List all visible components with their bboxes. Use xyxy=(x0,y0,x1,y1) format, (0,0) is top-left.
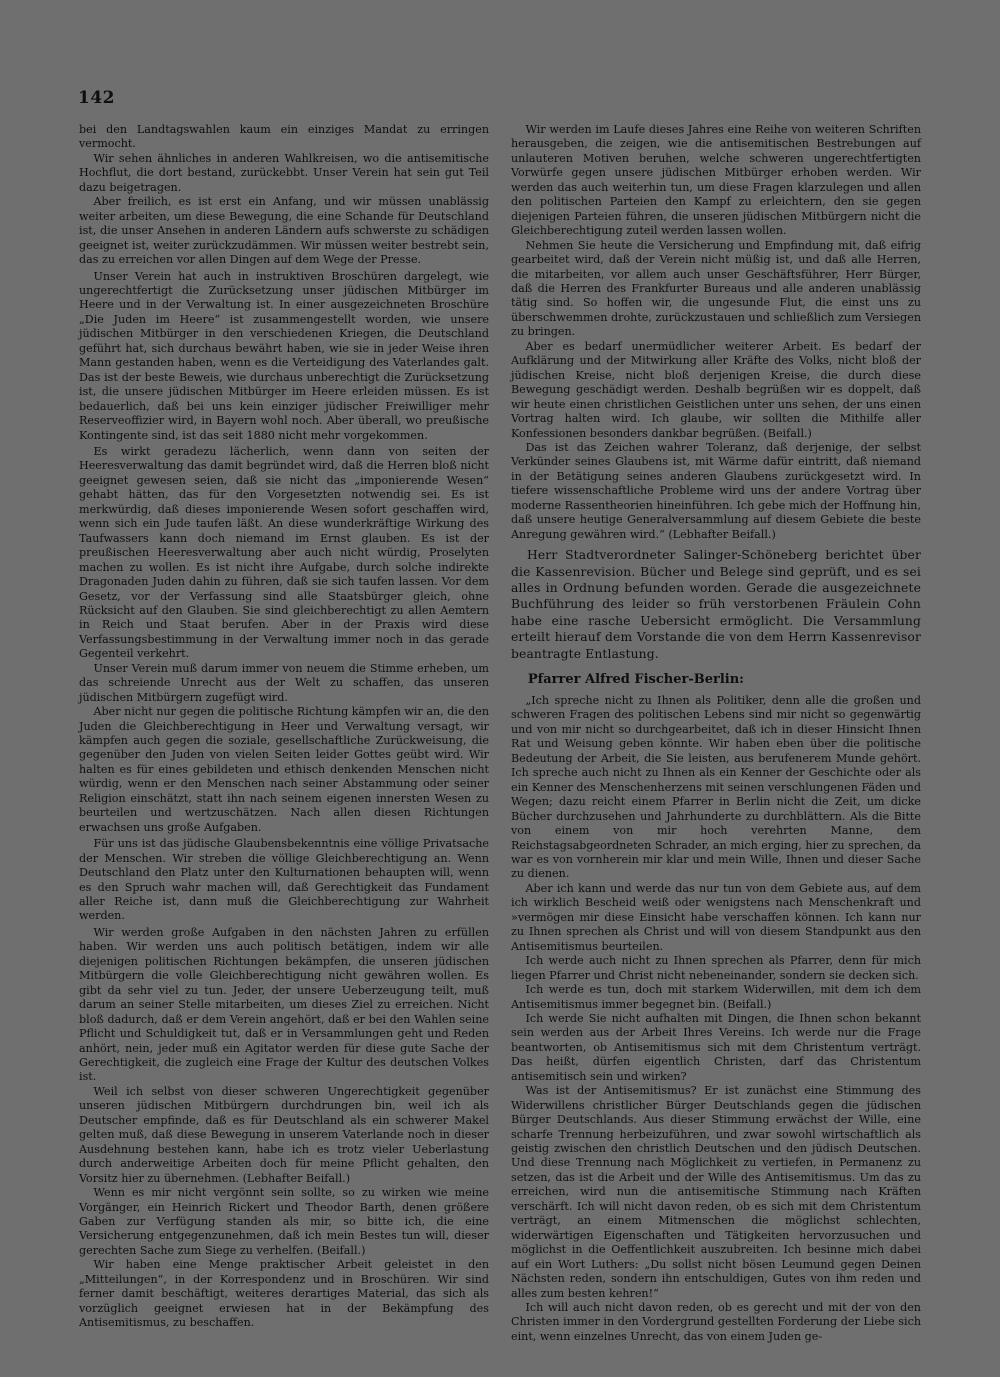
paragraph: Aber nicht nur gegen die politische Richtung kämpfen wir an, die den Juden die Gleichberechtigung in Heer und Verwaltung versagt, wir kämpfen auch gegen die soziale, gesellschaftliche Zurückweisung, die gegenüber den Juden von vielen Seiten leider Gottes geübt wird. Wir halten es für eines gebildeten und ethisch denkenden Menschen nicht würdig, wenn er den Menschen nach seiner Abstammung oder seiner Religion einschätzt, statt ihn nach seinem eigenen innersten Wesen zu beurteilen und wertzuschätzen. Nach allen diesen Richtungen erwachsen uns große Aufgaben. xyxy=(79,705,489,834)
right-column xyxy=(511,123,921,1344)
paragraph: bei den Landtagswahlen kaum ein einziges Mandat zu erringen vermocht. xyxy=(79,123,489,151)
paragraph: Aber es bedarf unermüdlicher weiterer Arbeit. Es bedarf der Aufklärung und der Mitwirkung aller Kräfte des Volks, nicht bloß der jüdischen Kreise, nicht bloß derjenigen Kreise, die durch diese Bewegung geschädigt werden. Deshalb begrüßen wir es doppelt, daß wir heute einen christlichen Geistlichen unter uns sehen, der uns einen Vortrag halten wird. Ich glaube, wir sollten die Mithilfe aller Konfessionen besonders dankbar begrüßen. (Beifall.) xyxy=(511,339,921,440)
paragraph: Nehmen Sie heute die Versicherung und Empfindung mit, daß eifrig gearbeitet wird, daß der Verein nicht müßig ist, und daß alle Herren, die mitarbeiten, vor allem auch unser Geschäftsführer, Herr Bürger, daß die Herren des Frankfurter Bureaus und alle anderen unablässig tätig sind. So hoffen wir, die ungesunde Flut, die einst uns zu überschwemmen drohte, zurückzustauen und schließlich zum Versiegen zu bringen. xyxy=(511,238,921,339)
paragraph: Ich werde auch nicht zu Ihnen sprechen als Pfarrer, denn für mich liegen Pfarrer und Christ nicht nebeneinander, sondern sie decken sich. xyxy=(511,954,921,982)
page-number: 142 xyxy=(78,88,115,108)
paragraph: Wir werden große Aufgaben in den nächsten Jahren zu erfüllen haben. Wir werden uns auch politisch betätigen, indem wir alle diejenigen politischen Richtungen bekämpfen, die unseren jüdischen Mitbürgern die volle Gleichberechtigung nicht gewähren wollen. Es gibt da sehr viel zu tun. Jeder, der unsere Ueberzeugung teilt, muß darum an seiner Stelle mitarbeiten, um dieses Ziel zu erreichen. Nicht bloß dadurch, daß er dem Verein angehört, daß er bei den Wahlen seine Pflicht und Schuldigkeit tut, daß er in Versammlungen geht und Reden anhört, nein, jeder muß ein Agitator werden für diese gute Sache der Gerechtigkeit, die zugleich eine Frage der Kultur des deutschen Volkes ist. xyxy=(79,925,489,1084)
paragraph: Aber ich kann und werde das nur tun von dem Gebiete aus, auf dem ich wirklich Bescheid weiß oder wenigstens nach Menschenkraft und »vermögen mir diese Einsicht habe verschaffen können. Ich kann nur zu Ihnen sprechen als Christ und will von diesem Standpunkt aus den Antisemitismus beurteilen. xyxy=(511,881,921,953)
paragraph: Ich will auch nicht davon reden, ob es gerecht und mit der von den Christen immer in den Vordergrund gestellten Forderung der Liebe sich eint, wenn einzelnes Unrecht, das von einem Juden ge- xyxy=(511,1301,921,1343)
paragraph: Ich werde Sie nicht aufhalten mit Dingen, die Ihnen schon bekannt sein werden aus der Arbeit Ihres Vereins. Ich werde nur die Frage beantworten, ob Antisemitismus sich mit dem Christentum verträgt. Das heißt, dürfen eigentlich Christen, darf das Christentum antisemitisch sein und wirken? xyxy=(511,1011,921,1083)
paragraph: Wir werden im Laufe dieses Jahres eine Reihe von weiteren Schriften herausgeben, die zeigen, wie die antisemitischen Bestrebungen auf unlauteren Motiven beruhen, welche schweren ungerechtfertigten Vorwürfe gegen unsere jüdischen Mitbürger erhoben werden. Wir werden das auch weiterhin tun, um diese Fragen klarzulegen und allen den politischen Parteien den Kampf zu erleichtern, den sie gegen diejenigen Parteien führen, die unseren jüdischen Mitbürgern nicht die Gleichberechtigung zuteil werden lassen wollen. xyxy=(511,123,921,238)
paragraph: Unser Verein muß darum immer von neuem die Stimme erheben, um das schreiende Unrecht aus der Welt zu schaffen, das unseren jüdischen Mitbürgern zugefügt wird. xyxy=(79,661,489,704)
report-paragraph: Herr Stadtverordneter Salinger-Schöneberg berichtet über die Kassenrevision. Bücher und Belege sind geprüft, und es sei alles in Ordnung befunden worden. Gerade die ausgezeichnete Buchführung des leider so früh verstorbenen Fräulein Cohn habe eine rasche Uebersicht ermöglicht. Die Versammlung erteilt hierauf dem Vorstande die von dem Herrn Kassenrevisor beantragte Entlastung. xyxy=(511,548,921,661)
paragraph: Aber freilich, es ist erst ein Anfang, und wir müssen unablässig weiter arbeiten, um diese Bewegung, die eine Schande für Deutschland ist, die unser Ansehen in anderen Ländern aufs schwerste zu schädigen geeignet ist, weiter zurückzudämmen. Wir müssen weiter bestrebt sein, das zu erreichen vor allen Dingen auf dem Wege der Presse. xyxy=(79,195,489,267)
paragraph: Wir sehen ähnliches in anderen Wahlkreisen, wo die antisemitische Hochflut, die dort bestand, zurückebbt. Unser Verein hat sein gut Teil dazu beigetragen. xyxy=(79,151,489,194)
paragraph: Ich werde es tun, doch mit starkem Widerwillen, mit dem ich dem Antisemitismus immer begegnet bin. (Beifall.) xyxy=(511,983,921,1011)
paragraph: Was ist der Antisemitismus? Er ist zunächst eine Stimmung des Widerwillens christlicher Bürger Deutschlands gegen die jüdischen Bürger Deutschlands. Aus dieser Stimmung erwächst der Wille, eine scharfe Trennung herbeizuführen, und zwar sowohl wirtschaftlich als geistig zwischen den christlich Deutschen und den jüdisch Deutschen. Und diese Trennung nach Möglichkeit zu vertiefen, in Permanenz zu setzen, das ist die Arbeit und der Wille des Antisemitismus. Um das zu erreichen, wird nun die antisemitische Stimmung nach Kräften verschärft. Ich will nicht davon reden, ob es sich mit dem Christentum verträgt, an einem Mitmenschen die möglichst schlechten, widerwärtigen Eigenschaften und Tätigkeiten hervorzusuchen und möglichst in die Oeffentlichkeit auszubreiten. Ich besinne mich dabei auf ein Wort Luthers: „Du sollst nicht bösen Leumund gegen Deinen Nächsten reden, sondern ihn entschuldigen, Gutes von ihm reden und alles zum besten kehren!“ xyxy=(511,1084,921,1300)
paragraph: „Ich spreche nicht zu Ihnen als Politiker, denn alle die großen und schweren Fragen des politischen Lebens sind mir nicht so gegenwärtig und von mir nicht so durchgearbeitet, daß ich in dieser Hinsicht Ihnen Rat und Weisung geben könnte. Wir haben eben über die politische Bedeutung der Arbeit, die Sie leisten, aus berufenerem Munde gehört. Ich spreche auch nicht zu Ihnen als ein Kenner der Geschichte oder als ein Kenner des Menschenherzens mit seinen verschlungenen Fäden und Wegen; dazu reicht einem Pfarrer in Berlin nicht die Zeit, um dicke Bücher durchzusehen und Jahrhunderte zu durchblättern. Als die Bitte von einem von mir hoch verehrten Manne, dem Reichstagsabgeordneten Schrader, an mich erging, hier zu sprechen, da war es von vornherein mir klar und mein Wille, Ihnen und dieser Sache zu dienen. xyxy=(511,693,921,881)
paragraph: Weil ich selbst von dieser schweren Ungerechtigkeit gegenüber unseren jüdischen Mitbürgern durchdrungen bin, weil ich als Deutscher empfinde, daß es für Deutschland als ein schwerer Makel gelten muß, daß diese Bewegung in unserem Vaterlande noch in dieser Ausdehnung bestehen kann, habe ich es trotz vieler Ueberlastung durch anderweitige Arbeiten doch für meine Pflicht gehalten, den Vorsitz hier zu übernehmen. (Lebhafter Beifall.) xyxy=(79,1084,489,1185)
paragraph: Wir haben eine Menge praktischer Arbeit geleistet in den „Mitteilungen“, in der Korrespondenz und in Broschüren. Wir sind ferner damit beschäftigt, weiteres derartiges Material, das sich als vorzüglich geeignet erwiesen hat in der Bekämpfung des Antisemitismus, zu beschaffen. xyxy=(79,1258,489,1330)
left-column xyxy=(79,123,489,1331)
paragraph: Es wirkt geradezu lächerlich, wenn dann von seiten der Heeresverwaltung das damit begründet wird, daß die Herren bloß nicht geeignet gewesen seien, daß sie nicht das „imponierende Wesen“ gehabt hätten, das für den Vorgesetzten notwendig sei. Es ist merkwürdig, daß dieses imponierende Wesen sofort geschaffen wird, wenn sich ein Jude taufen läßt. An diese wunderkräftige Wirkung des Taufwassers kann doch niemand im Ernst glauben. Es ist der preußischen Heeresverwaltung aber auch nicht würdig, Proselyten machen zu wollen. Es ist nicht ihre Aufgabe, durch solche indirekte Dragonaden Juden dahin zu führen, daß sie sich taufen lassen. Vor dem Gesetz, vor der Verfassung sind alle Staatsbürger gleich, ohne Rücksicht auf den Glauben. Sie sind gleichberechtigt zu allen Aemtern in Reich und Staat berufen. Aber in der Praxis wird diese Verfassungsbestimmung in der Verwaltung immer noch in das gerade Gegenteil verkehrt. xyxy=(79,444,489,661)
paragraph: Unser Verein hat auch in instruktiven Broschüren dargelegt, wie ungerechtfertigt die Zurücksetzung unser jüdischen Mitbürger im Heere und in der Verwaltung ist. In einer ausgezeichneten Broschüre „Die Juden im Heere“ ist zusammengestellt worden, wie unsere jüdischen Mitbürger in den verschiedenen Kriegen, die Deutschland geführt hat, sich durchaus bewährt haben, wie sie in jeder Weise ihren Mann gestanden haben, wenn es die Verteidigung des Vaterlandes galt. Das ist der beste Beweis, wie durchaus unberechtigt die Zurücksetzung ist, die unsere jüdischen Mitbürger im Heere erleiden müssen. Es ist bedauerlich, daß bei uns kein einziger jüdischer Freiwilliger mehr Reserveoffizier wird, in Bayern wohl noch. Aber überall, wo preußische Kontingente sind, ist das seit 1880 nicht mehr vorgekommen. xyxy=(79,269,489,442)
speaker-heading: Pfarrer Alfred Fischer-Berlin: xyxy=(527,671,744,687)
paragraph: Für uns ist das jüdische Glaubensbekenntnis eine völlige Privatsache der Menschen. Wir streben die völlige Gleichberechtigung an. Wenn Deutschland den Platz unter den Kulturnationen behaupten will, wenn es den Spruch wahr machen will, daß Gerechtigkeit das Fundament aller Reiche ist, dann muß die Gleichberechtigung zur Wahrheit werden. xyxy=(79,837,489,923)
paragraph: Wenn es mir nicht vergönnt sein sollte, so zu wirken wie meine Vorgänger, ein Heinrich Rickert und Theodor Barth, denen größere Gaben zur Verfügung standen als mir, so bitte ich, die eine Versicherung entgegenzunehmen, daß ich mein Bestes tun will, dieser gerechten Sache zum Siege zu verhelfen. (Beifall.) xyxy=(79,1186,489,1257)
paragraph: Das ist das Zeichen wahrer Toleranz, daß derjenige, der selbst Verkünder seines Glaubens ist, mit Wärme dafür eintritt, daß niemand in der Betätigung seines anderen Glaubens zurückgesetzt wird. In tiefere wissenschaftliche Probleme wird uns der andere Vortrag über moderne Rassentheorien hineinführen. Ich gebe mich der Hoffnung hin, daß unsere heutige Generalversammlung auf diesem Gebiete die beste Anregung gewähren wird.“ (Lebhafter Beifall.) xyxy=(511,440,921,541)
